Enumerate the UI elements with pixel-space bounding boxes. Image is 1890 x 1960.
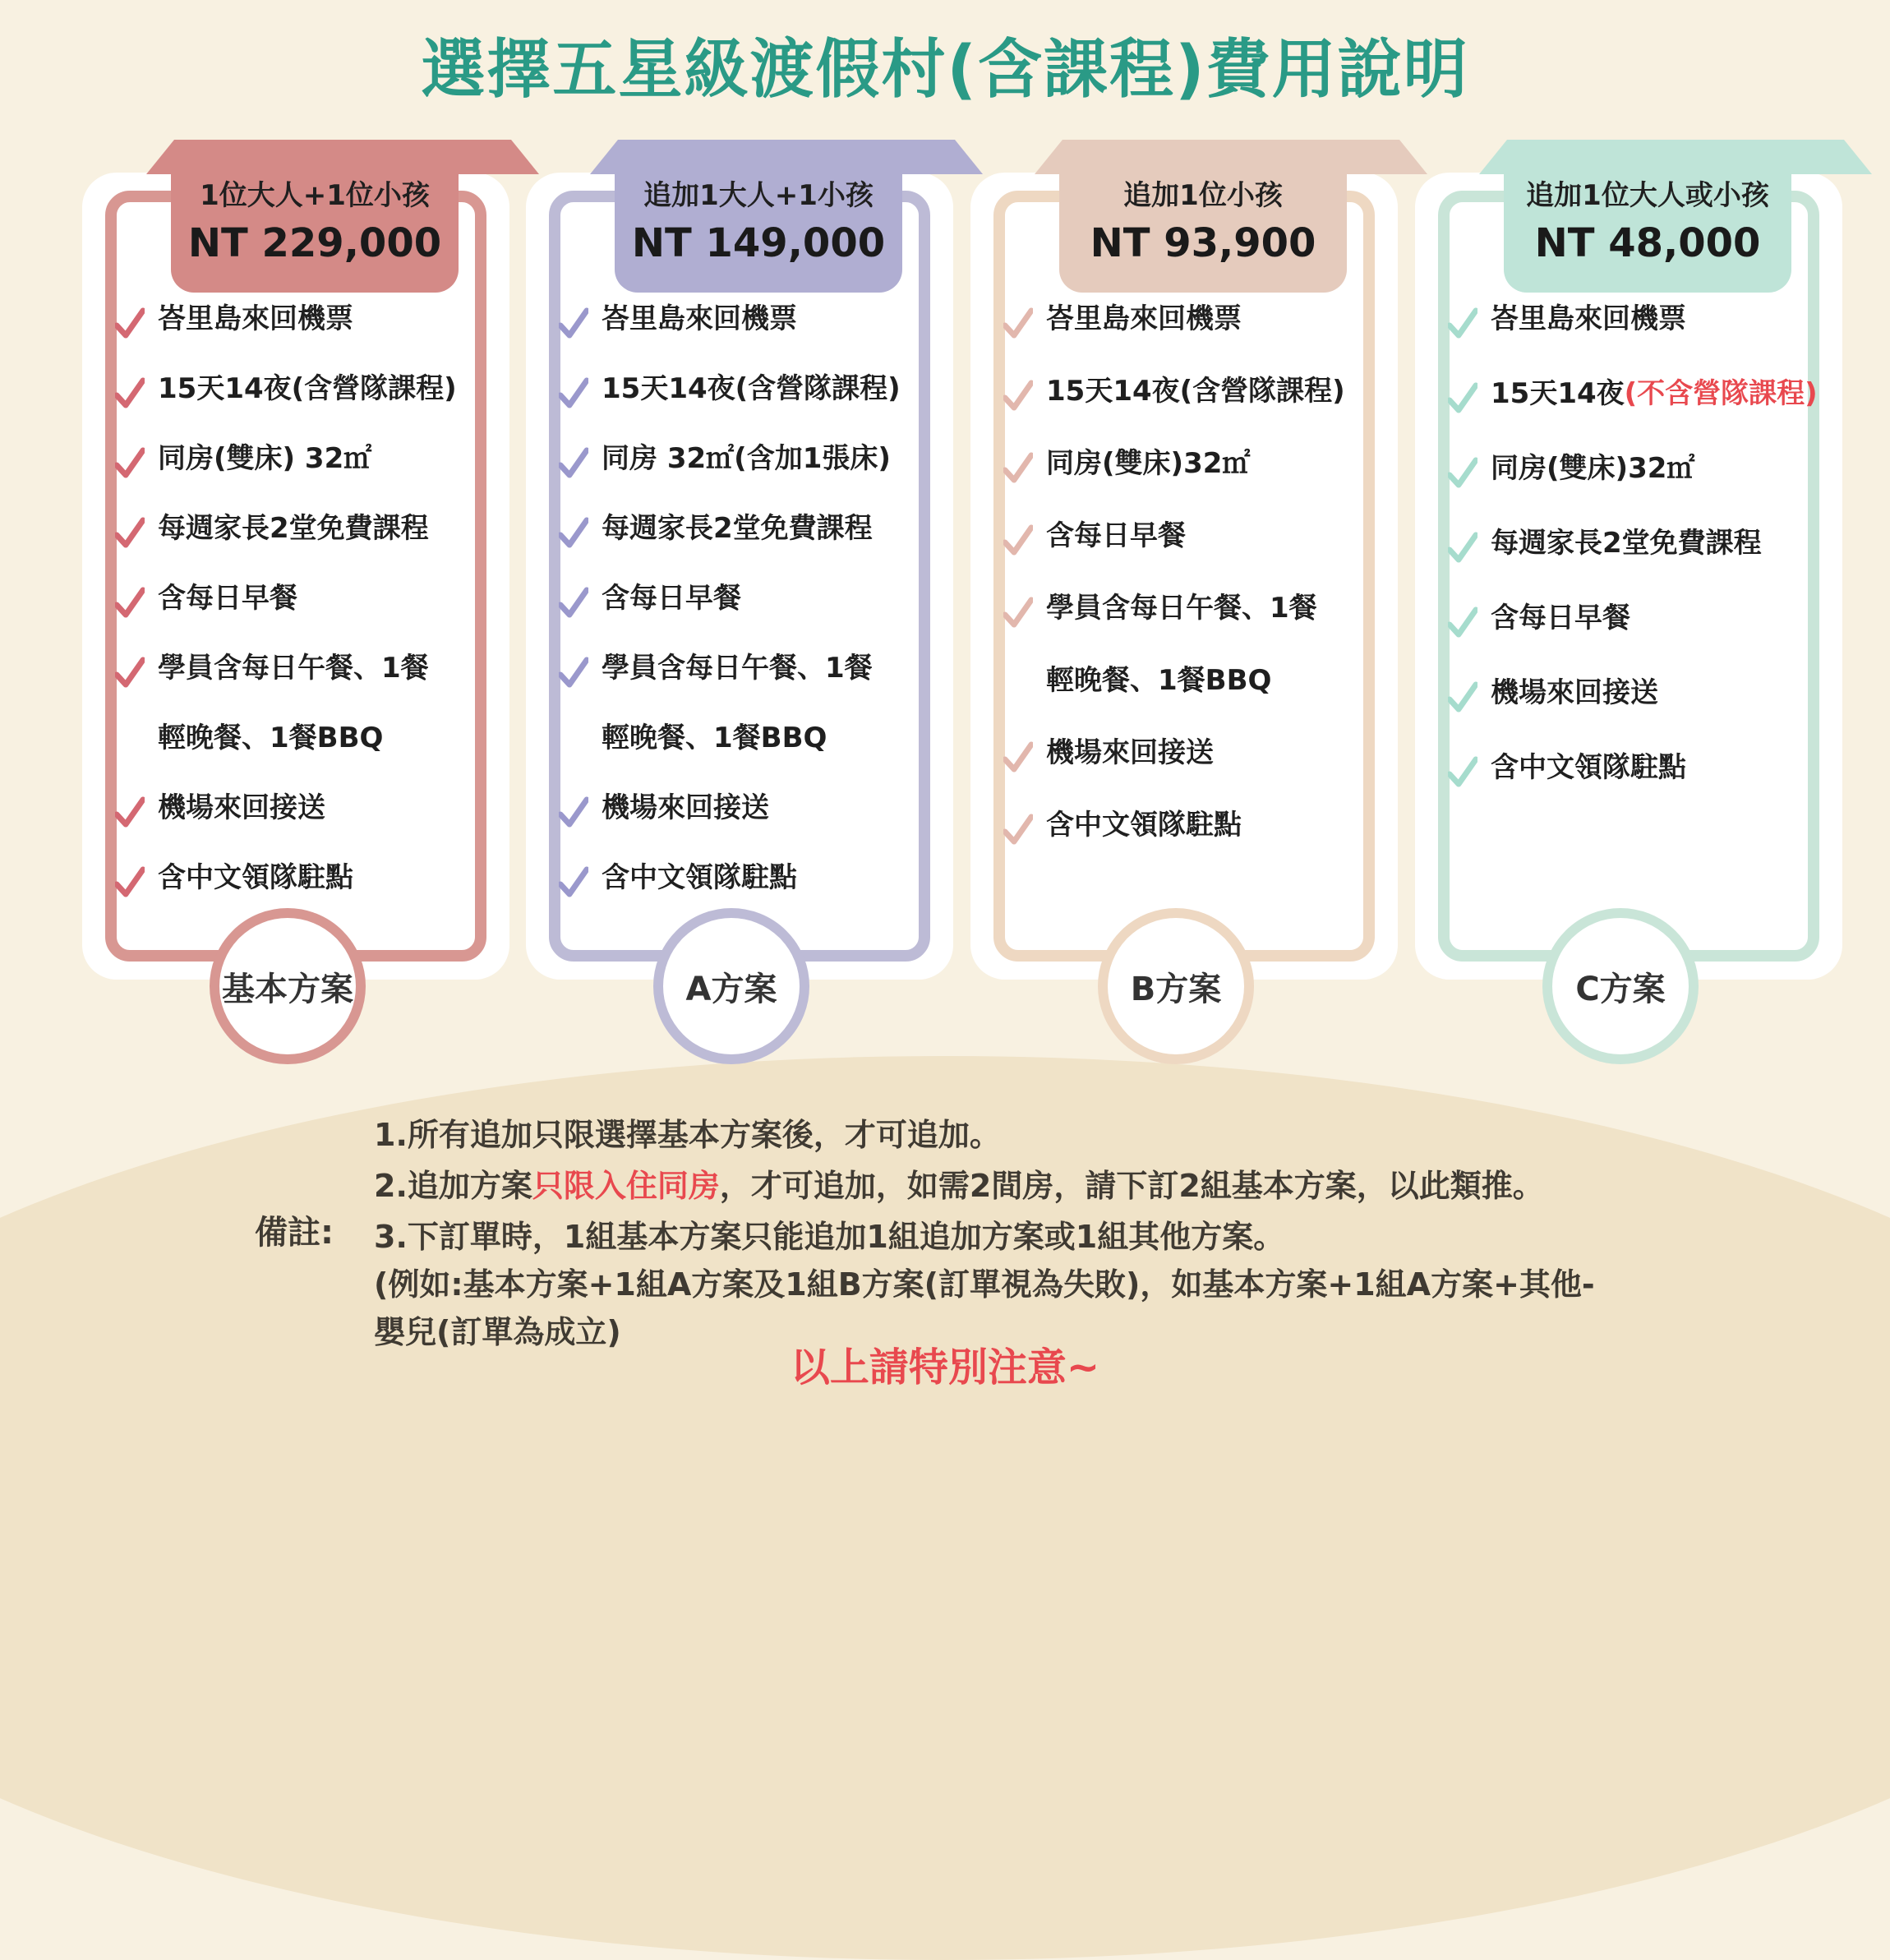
checkmark-icon	[115, 796, 145, 829]
feature-item	[526, 505, 953, 555]
checkmark-icon	[1448, 532, 1477, 565]
feature-text: 輕晚餐、1餐BBQ	[158, 722, 384, 754]
flag-audience: 追加1大人+1小孩	[643, 179, 874, 212]
plan-name: C方案	[1575, 970, 1666, 1008]
feature-item	[1415, 670, 1842, 719]
note-line-3: 3.下訂單時，1組基本方案只能追加1組追加方案或1組其他方案。	[374, 1219, 1285, 1255]
plan-card-a	[526, 173, 953, 1008]
checkmark-icon	[115, 517, 145, 550]
feature-item	[82, 645, 509, 694]
feature-text	[1491, 371, 1818, 411]
feature-text: 每週家長2堂免費課程	[158, 512, 429, 545]
price-flag	[1504, 140, 1791, 266]
plan-name: 基本方案	[222, 970, 353, 1008]
feature-text: 15天14夜(含營隊課程)	[158, 372, 457, 405]
feature-item	[1415, 445, 1842, 495]
page-title: 選擇五星級渡假村(含課程)費用說明	[421, 33, 1469, 107]
plan-badge-c	[1542, 908, 1699, 1064]
checkmark-icon	[1448, 681, 1477, 714]
checkmark-icon	[1003, 597, 1033, 630]
warning-text: 以上請特別注意~	[790, 1344, 1100, 1390]
flag-audience: 追加1位小孩	[1123, 179, 1283, 212]
feature-item	[1415, 520, 1842, 570]
feature-text-highlight: (不含營隊課程)	[1624, 377, 1818, 410]
checkmark-icon	[115, 377, 145, 410]
feature-item	[526, 645, 953, 694]
feature-text: 每週家長2堂免費課程	[602, 512, 873, 545]
feature-item	[82, 855, 509, 904]
plan-name: B方案	[1130, 970, 1222, 1008]
feature-text: 學員含每日午餐、1餐	[602, 652, 873, 685]
feature-item	[82, 575, 509, 625]
flag-price: NT 48,000	[1534, 220, 1761, 266]
feature-item	[970, 440, 1398, 490]
feature-item	[526, 436, 953, 485]
price-flag	[1059, 140, 1347, 266]
feature-item	[526, 785, 953, 834]
feature-text: 同房(雙床)32㎡	[1491, 452, 1695, 485]
plan-name: A方案	[685, 970, 777, 1008]
feature-text: 輕晚餐、1餐BBQ	[1046, 664, 1272, 697]
feature-text: 學員含每日午餐、1餐	[1046, 592, 1317, 625]
feature-item	[1415, 296, 1842, 345]
feature-item	[970, 368, 1398, 417]
plan-card-b	[970, 173, 1398, 1008]
feature-text: 同房(雙床)32㎡	[1046, 447, 1251, 480]
feature-text: 機場來回接送	[1491, 676, 1658, 709]
feature-item	[1415, 745, 1842, 794]
flag-price: NT 149,000	[631, 220, 886, 266]
feature-text: 同房(雙床) 32㎡	[158, 442, 372, 475]
feature-item	[970, 730, 1398, 779]
feature-item	[970, 585, 1398, 634]
feature-text: 含每日早餐	[1491, 602, 1630, 634]
checkmark-icon	[1448, 457, 1477, 490]
checkmark-icon	[1003, 741, 1033, 774]
feature-text: 15天14夜(含營隊課程)	[1046, 375, 1345, 408]
feature-item	[1415, 595, 1842, 644]
price-flag	[615, 140, 902, 266]
feature-item	[526, 855, 953, 904]
feature-text: 機場來回接送	[602, 791, 769, 824]
checkmark-icon	[1003, 380, 1033, 413]
checkmark-icon	[559, 517, 588, 550]
feature-text: 同房 32㎡(含加1張床)	[602, 442, 891, 475]
checkmark-icon	[1448, 756, 1477, 789]
flag-price: NT 229,000	[187, 220, 442, 266]
flag-price: NT 93,900	[1090, 220, 1316, 266]
checkmark-icon	[559, 796, 588, 829]
checkmark-icon	[559, 587, 588, 620]
plan-badge-basic	[210, 908, 366, 1064]
note-line-2-end: ，才可追加，如需2間房，請下訂2組基本方案，以此類推。	[719, 1168, 1544, 1204]
feature-item	[970, 296, 1398, 345]
feature-text: 機場來回接送	[158, 791, 325, 824]
checkmark-icon	[559, 866, 588, 899]
feature-text: 含每日早餐	[158, 582, 297, 615]
checkmark-icon	[1003, 307, 1033, 340]
flag-audience: 追加1位大人或小孩	[1526, 179, 1769, 212]
checkmark-icon	[115, 447, 145, 480]
feature-text: 含每日早餐	[602, 582, 741, 615]
feature-text: 機場來回接送	[1046, 736, 1214, 769]
feature-text: 含每日早餐	[1046, 519, 1186, 552]
feature-item	[526, 296, 953, 345]
feature-item	[82, 436, 509, 485]
plan-card-basic	[82, 173, 509, 1008]
feature-item	[82, 715, 509, 764]
feature-item	[970, 657, 1398, 707]
checkmark-icon	[1003, 452, 1033, 485]
checkmark-icon	[115, 587, 145, 620]
checkmark-icon	[1448, 606, 1477, 639]
plan-badge-b	[1098, 908, 1254, 1064]
feature-text: 含中文領隊駐點	[158, 861, 353, 894]
note-line-2	[374, 1160, 1544, 1206]
feature-item	[1415, 371, 1842, 420]
flag-audience: 1位大人+1位小孩	[200, 179, 430, 212]
note-line-2-highlight: 只限入住同房	[532, 1168, 720, 1204]
feature-text: 15天14夜(含營隊課程)	[602, 372, 901, 405]
feature-item	[970, 802, 1398, 851]
checkmark-icon	[559, 307, 588, 340]
feature-text: 含中文領隊駐點	[1491, 751, 1686, 784]
feature-text: 峇里島來回機票	[602, 302, 797, 335]
checkmark-icon	[1003, 524, 1033, 557]
feature-text-main: 15天14夜	[1491, 377, 1625, 410]
checkmark-icon	[115, 866, 145, 899]
note-line-5: 嬰兒(訂單為成立)	[374, 1314, 621, 1350]
note-line-2-start: 2.追加方案	[374, 1168, 532, 1204]
feature-text: 峇里島來回機票	[1491, 302, 1686, 335]
note-line-1: 1.所有追加只限選擇基本方案後，才可追加。	[374, 1117, 1001, 1153]
checkmark-icon	[1003, 814, 1033, 846]
checkmark-icon	[559, 377, 588, 410]
checkmark-icon	[559, 447, 588, 480]
feature-text: 含中文領隊駐點	[1046, 809, 1242, 842]
price-flag	[171, 140, 459, 266]
feature-text: 峇里島來回機票	[1046, 302, 1242, 335]
feature-text: 每週家長2堂免費課程	[1491, 527, 1762, 560]
feature-item	[526, 715, 953, 764]
feature-item	[526, 575, 953, 625]
feature-text: 含中文領隊駐點	[602, 861, 797, 894]
feature-text: 輕晚餐、1餐BBQ	[602, 722, 827, 754]
plan-badge-a	[653, 908, 809, 1064]
plan-card-c	[1415, 173, 1842, 1008]
notes-label: 備註:	[255, 1214, 334, 1252]
feature-item	[526, 366, 953, 415]
feature-item	[82, 296, 509, 345]
checkmark-icon	[1448, 382, 1477, 415]
feature-item	[970, 513, 1398, 562]
feature-text: 峇里島來回機票	[158, 302, 353, 335]
feature-item	[82, 785, 509, 834]
checkmark-icon	[559, 657, 588, 689]
feature-text: 學員含每日午餐、1餐	[158, 652, 429, 685]
checkmark-icon	[115, 657, 145, 689]
checkmark-icon	[1448, 307, 1477, 340]
checkmark-icon	[115, 307, 145, 340]
note-line-4: (例如:基本方案+1組A方案及1組B方案(訂單視為失敗)，如基本方案+1組A方案+其他-	[374, 1266, 1595, 1303]
feature-item	[82, 505, 509, 555]
feature-item	[82, 366, 509, 415]
